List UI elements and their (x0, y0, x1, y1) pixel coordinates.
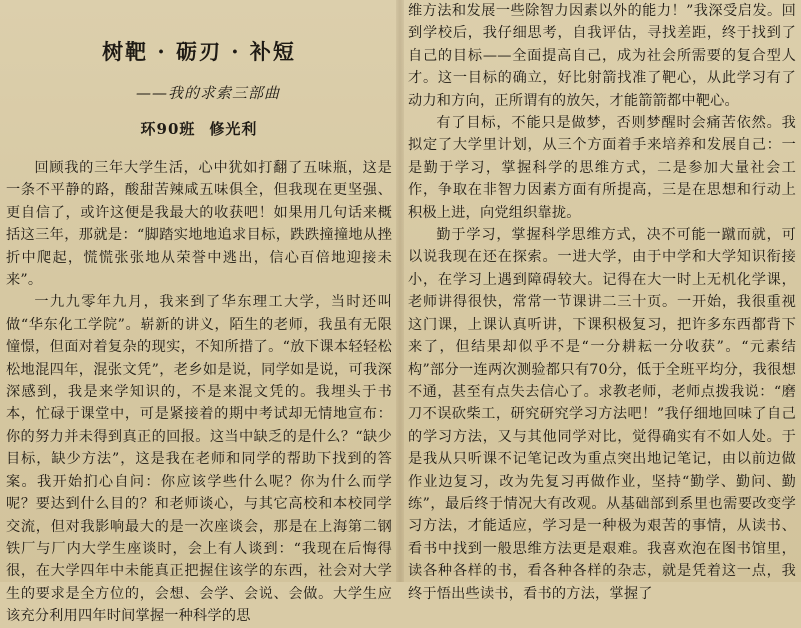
paragraph: 有了目标，不能只是做梦，否则梦醒时会痛苦依然。我拟定了大学里计划，从三个方面着手来培养和发展自己：一是勤于学习，掌握科学的思维方式，二是参加大量社会工作，争取在非智力因素方面有所提高，三是在思想和行动上积极上进，向党组织靠拢。 (408, 115, 796, 221)
left-body-text (6, 157, 392, 628)
right-body-text (408, 0, 796, 605)
left-column (6, 0, 392, 625)
right-column (408, 0, 796, 602)
page-gutter (396, 0, 404, 582)
paragraph: 回顾我的三年大学生活，心中犹如打翻了五味瓶，这是一条不平静的路，酸甜苦辣咸五味俱全，但我现在更坚强、更自信了，或许这便是我最大的收获吧！如果用几句话来概括这三年，那就是：“脚踏实地地追求目标，跌跌撞撞地从挫折中爬起，慌慌张张地从荣誉中逃出，信心百倍地迎接未来”。 (6, 160, 392, 289)
paragraph: 一九九零年九月，我来到了华东理工大学，当时还叫做“华东化工学院”。崭新的讲义，陌生的老师，我虽有无限憧憬，但面对着复杂的现实，不知所措了。“放下课本轻轻松松地混四年，混张文凭”，老乡如是说，同学如是说，可我深深感到，我是来学知识的，不是来混文凭的。我埋头于书本，忙碌于课堂中，可是紧接着的期中考试却无情地宣布：你的努力并未得到真正的回报。这当中缺乏的是什么？“缺少目标，缺少方法”，这是我在老师和同学的帮助下找到的答案。我开始扪心自问：你应该学些什么呢？你为什么而学呢？要达到什么目的？和老师谈心，与其它高校和本校同学交流，但对我影响最大的是一次座谈会，那是在上海第二钢铁厂与厂内大学生座谈时，会上有人谈到：“我现在后悔得很，在大学四年中未能真正把握住该学的东西，社会对大学生的要求是全方位的，会想、会学、会说、会做。大学生应该充分利用四年时间掌握一种科学的思 (6, 294, 392, 625)
author-line (6, 118, 392, 139)
author-class: 环90班 (140, 120, 196, 138)
paragraph: 勤于学习，掌握科学思维方式，决不可能一蹴而就，可以说我现在还在探索。一进大学，由于中学和大学知识衔接小，在学习上遇到障碍较大。记得在大一时上无机化学课，老师讲得很快，常常一节课讲二三十页。一开始，我很重视这门课，上课认真听讲，下课积极复习，把许多东西都背下来了，但结果却似乎不是“一分耕耘一分收获”。“元素结构”部分一连两次测验都只有70分，低于全班平均分，我很想不通，甚至有点失去信心了。求教老师，老师点拨我说：“磨刀不误砍柴工，研究研究学习方法吧！”我仔细地回味了自己的学习方法，又与其他同学对比，觉得确实有不如人处。于是我从只听课不记笔记改为重点突出地记笔记，由以前边做作业边复习，改为先复习再做作业，坚持“勤学、勤问、勤练”，最后终于情况大有改观。从基础部到系里也需要改变学习方法，才能适应，学习是一种极为艰苦的事情，从读书、看书中找到一般思维方法更是艰难。我喜欢泡在图书馆里，读各种各样的书，看各种各样的杂志，就是凭着这一点，我终于悟出些读书，看书的方法，掌握了 (408, 227, 796, 602)
paragraph: 维方法和发展一些除智力因素以外的能力！”我深受启发。回到学校后，我仔细思考，自我评估，寻找差距，终于找到了自己的目标——全面提高自己，成为社会所需要的复合型人才。这一目标的确立，好比射箭找准了靶心，从此学习有了动力和方向，正所谓有的放矢，才能箭箭都中靶心。 (408, 3, 796, 109)
article-title: 树靶 · 砺刃 · 补短 (102, 39, 296, 64)
article-subtitle: ——我的求索三部曲 (136, 84, 281, 102)
author-name: 修光利 (209, 120, 258, 138)
